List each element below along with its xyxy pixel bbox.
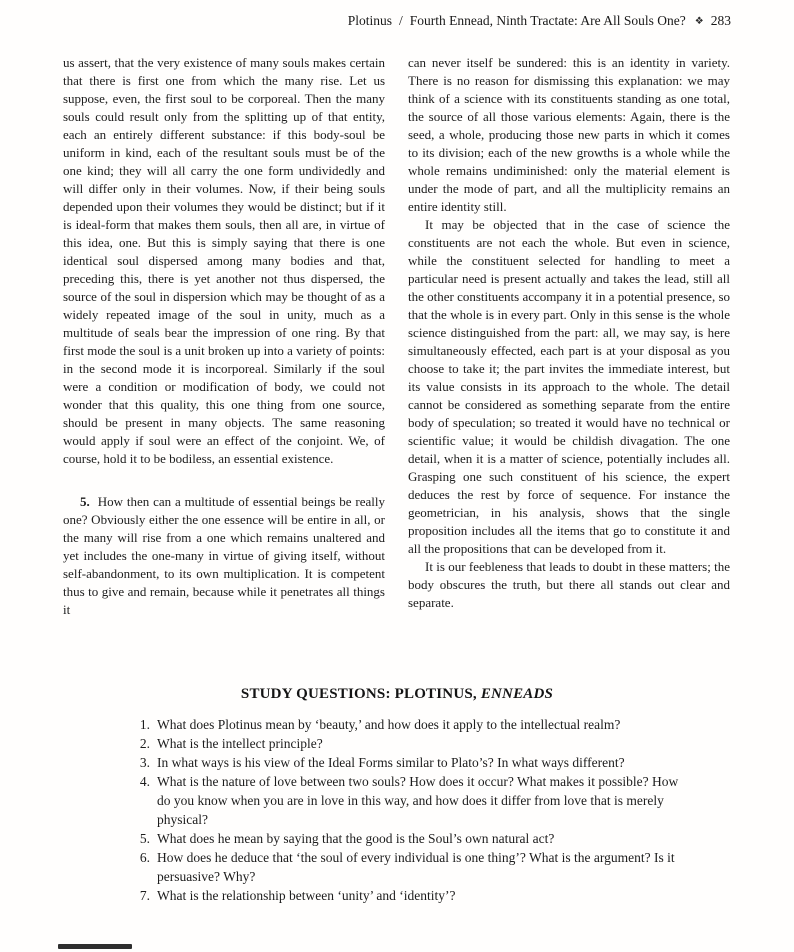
two-column-body — [63, 54, 731, 678]
section-number: 5. — [80, 494, 90, 509]
study-question-item — [132, 886, 688, 905]
heading-prefix: STUDY QUESTIONS: PLOTINUS, — [240, 686, 477, 702]
study-question-item — [132, 772, 688, 829]
question-text: What is the nature of love between two souls? How does it occur? What makes it possible? How do you know when you are in love in this way, and how does it differ from love that is merely physical? — [157, 774, 679, 827]
study-question-item — [132, 715, 688, 734]
question-number: 7. — [139, 888, 150, 903]
question-text: What is the intellect principle? — [157, 736, 323, 751]
study-question-item — [132, 734, 688, 753]
question-text: In what ways is his view of the Ideal Forms similar to Plato’s? In what ways different? — [157, 755, 625, 770]
running-header — [63, 13, 731, 29]
question-text: What does he mean by saying that the good is the Soul’s own natural act? — [157, 831, 555, 846]
page-number: 283 — [710, 13, 731, 28]
diamond-ornament-icon: ❖ — [694, 16, 704, 27]
question-text: What does Plotinus mean by ‘beauty,’ and how does it apply to the intellectual realm? — [157, 717, 621, 732]
right-column — [408, 54, 730, 678]
study-questions-section — [63, 686, 731, 905]
question-number: 5. — [139, 831, 150, 846]
paragraph-continuation: us assert, that the very existence of many souls makes certain that there is first one from which the many rise. Let us suppose, even, the first soul to be corporeal. Then the many souls could result only from the splitting up of that entity, each an entirely different substance: if this body-soul be uniform in kind, each of the resultant souls must be of the one kind; they will all carry the one form undividedly and will differ only in their volumes. Now, if their being souls depended upon their volumes they would be distinct; but if it is ideal-form that makes them souls, then all are, in virtue of this idea, one. But this is simply saying that there is one identical soul dispersed among many bodies and that, preceding this, there is yet another not thus dispersed, the source of the soul in dispersion which may be thought of as a widely repeated image of the soul in unity, much as a multitude of seals bear the impression of one ring. By that first mode the soul is a unit broken up into a variety of points: in the second mode it is incorporeal. Similarly if the soul were a condition or modification of body, we could not wonder that this quality, this one thing from one source, should be present in many objects. The same reasoning would apply if soul were an effect of the conjoint. We, of course, hold it to be bodiless, an essential existence. — [63, 55, 385, 466]
study-questions-heading — [63, 686, 731, 703]
question-number: 3. — [139, 755, 150, 770]
paragraph-section-5 — [63, 493, 385, 619]
header-author: Plotinus — [347, 13, 393, 28]
question-number: 2. — [139, 736, 150, 751]
header-separator: / — [399, 13, 403, 28]
header-tractate-title: Fourth Ennead, Ninth Tractate: Are All Souls One? — [409, 13, 686, 28]
study-question-item — [132, 848, 688, 886]
paragraph: It is our feebleness that leads to doubt in these matters; the body obscures the truth, but there all stands out clear and separate. — [408, 559, 730, 610]
paragraph: can never itself be sundered: this is an identity in variety. There is no reason for dismissing this explanation: we may think of a science with its constituents standing as one total, the source of all those various elements: Again, there is the seed, a whole, producing those new parts in which it comes to its division; each of the new growths is a whole while the whole remains undiminished: only the material element is under the mode of part, and all the multiplicity remains an entire identity still. — [408, 55, 730, 214]
heading-work-title: ENNEADS — [480, 686, 554, 702]
question-number: 1. — [139, 717, 150, 732]
question-text: What is the relationship between ‘unity’ and ‘identity’? — [157, 888, 456, 903]
question-number: 4. — [139, 774, 150, 789]
study-questions-list — [132, 715, 688, 905]
scan-artifact-mark — [58, 944, 132, 949]
study-question-item — [132, 829, 688, 848]
study-question-item — [132, 753, 688, 772]
paragraph: It may be objected that in the case of science the constituents are not each the whole. But even in science, while the constituent selected for handling to meet a particular need is present actually and takes the lead, still all the other constituents accompany it in a potential presence, so that the whole is in every part. Only in this sense is the whole science distinguished from the part: all, we may say, is here simultaneously effected, each part is at your disposal as you choose to take it; the part invites the immediate interest, but its value consists in its approach to the whole. The detail cannot be considered as something separate from the entire body of speculation; so treated it would have no technical or scientific value; it would be childish divagation. The one detail, when it is a matter of science, potentially includes all. Grasping one such constituent of his science, the expert deduces the rest by force of sequence. For instance the geometrician, in his analysis, shows that the single proposition includes all the items that go to constitute it and all the propositions that can be developed from it. — [408, 217, 731, 556]
left-column — [63, 54, 385, 678]
paragraph-text: How then can a multitude of essential beings be really one? Obviously either the one essence will be entire in all, or the many will rise from a one which remains unaltered and yet includes the one-many in virtue of giving itself, without self-abandonment, to its own multiplication. It is competent thus to give and remain, because while it penetrates all things it — [63, 494, 385, 617]
question-text: How does he deduce that ‘the soul of every individual is one thing’? What is the argument? Is it persuasive? Why? — [157, 850, 675, 884]
question-number: 6. — [139, 850, 150, 865]
